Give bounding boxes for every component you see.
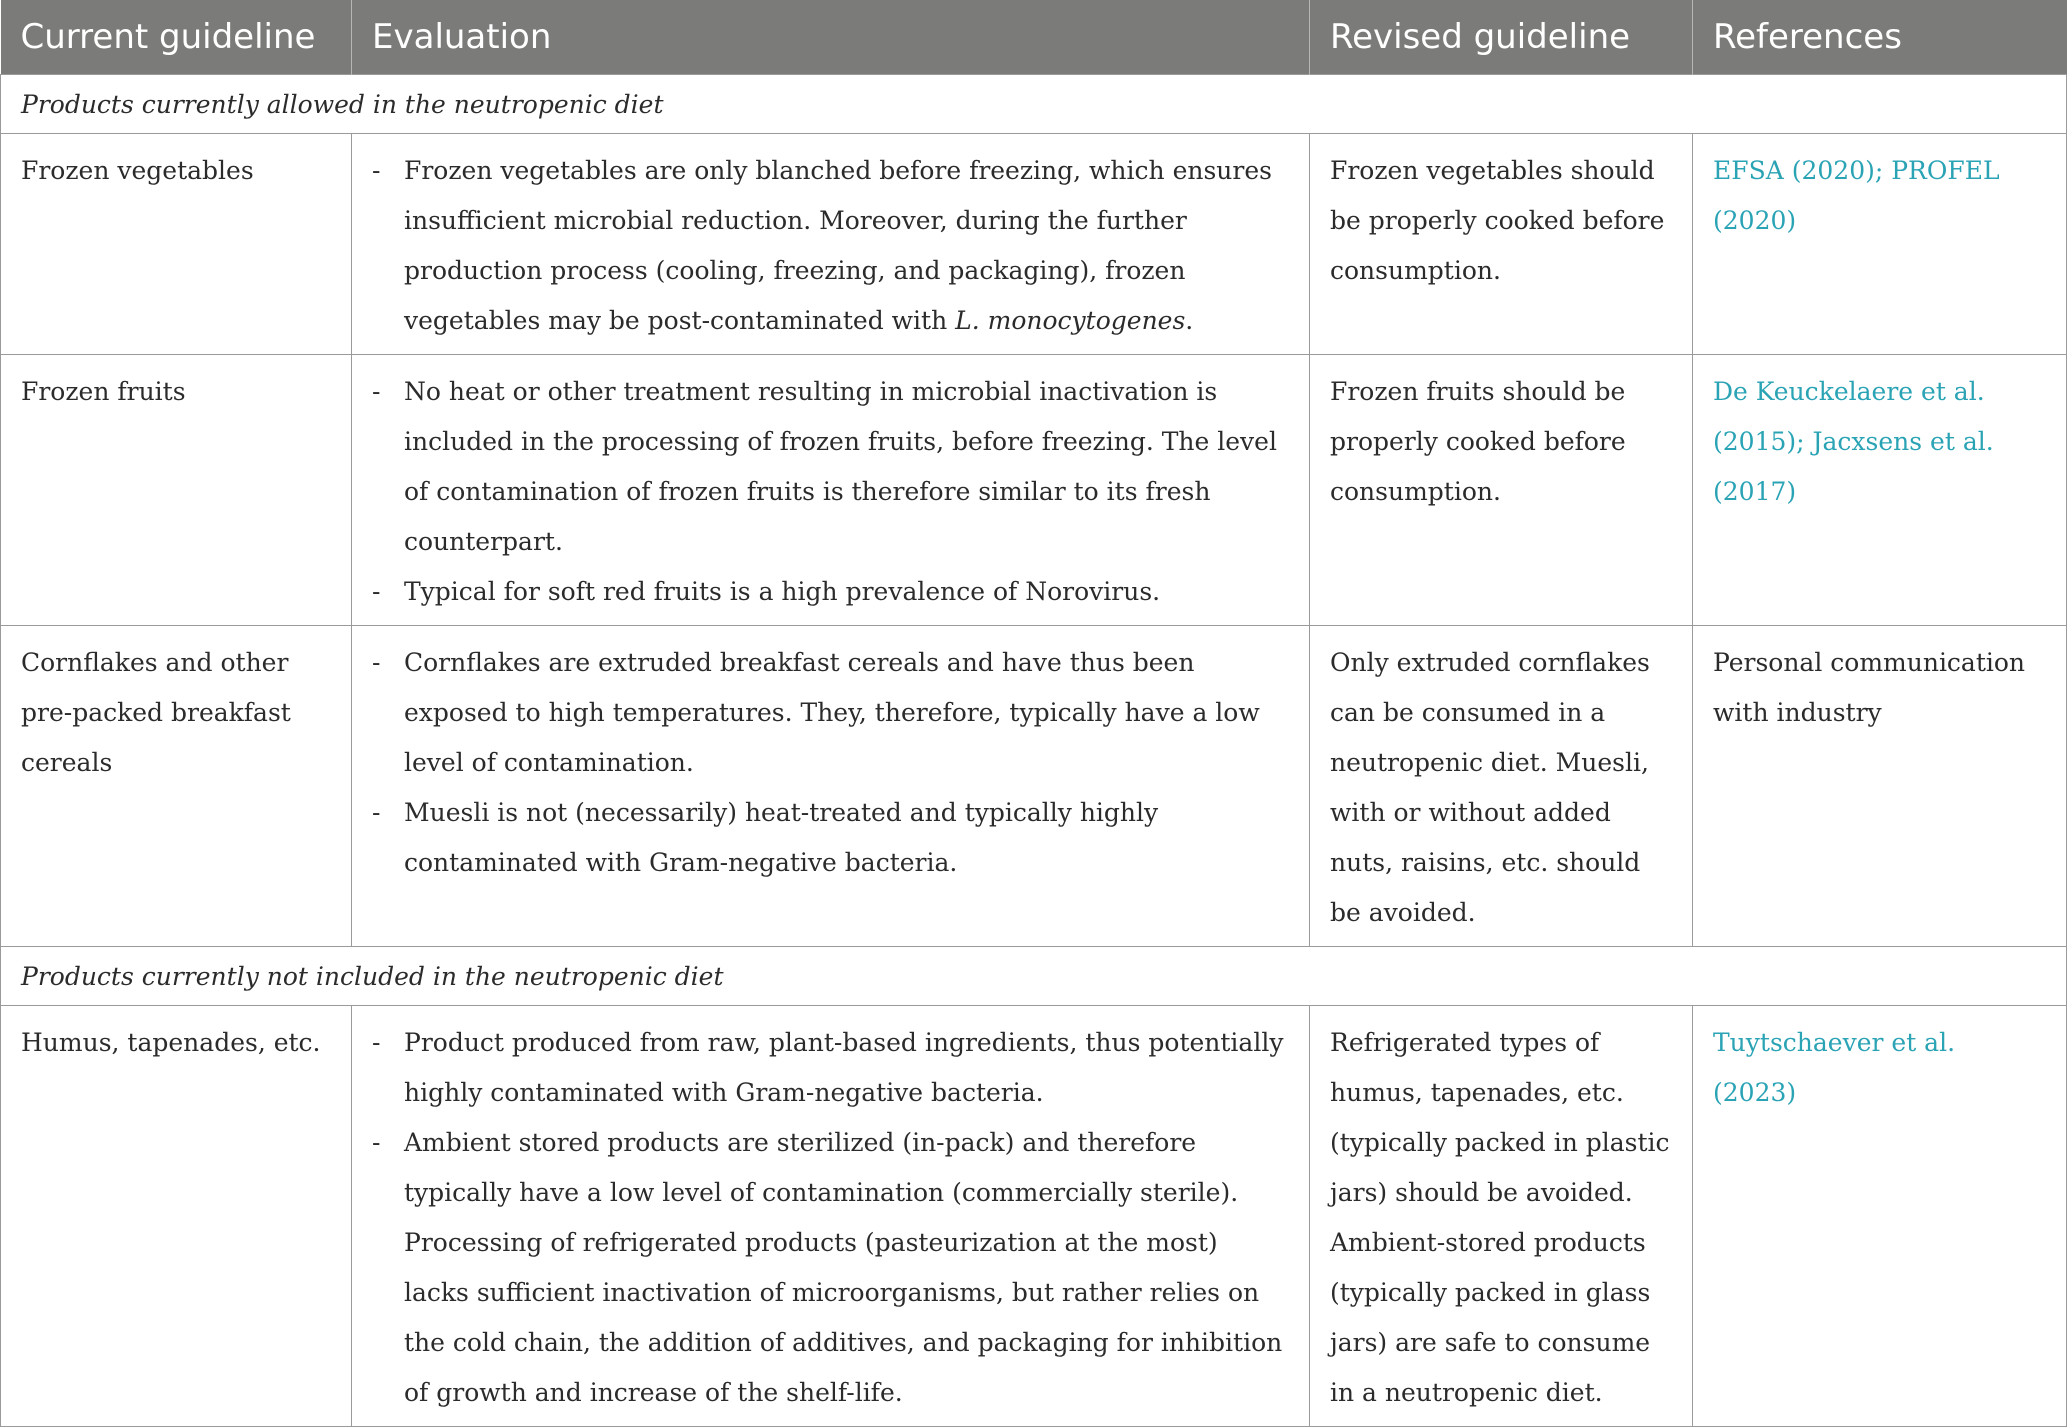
dash-bullet: - [372,377,381,406]
table-body [1,75,2067,1427]
reference-link[interactable]: Tuytschaever et al. (2023) [1713,1028,1956,1107]
references-cell [1693,134,2067,355]
evaluation-text: Muesli is not (necessarily) heat-treated and typically highly contaminated with Gram-negative bacteria. [404,798,1159,877]
organism-name: L. monocytogenes [955,306,1186,335]
section-row [1,75,2067,134]
dash-bullet: - [372,648,381,677]
evaluation-point [372,1118,1289,1418]
table-header [1,0,2067,75]
evaluation-cell [352,626,1310,947]
current-guideline-cell: Cornflakes and other pre-packed breakfast cereals [1,626,352,947]
table-row [1,134,2067,355]
evaluation-point [372,567,1289,617]
evaluation-point [372,367,1289,567]
evaluation-text: No heat or other treatment resulting in microbial inactivation is included in the processing of frozen fruits, before freezing. The level of contamination of frozen fruits is therefore similar to its fresh counterpart. [404,377,1277,556]
revised-guideline-cell: Refrigerated types of humus, tapenades, etc. (typically packed in plastic jars) should be avoided. Ambient-stored products (typically packed in glass jars) are safe to consume in a neutropenic diet. [1310,1006,1693,1427]
revised-guideline-cell: Frozen fruits should be properly cooked before consumption. [1310,355,1693,626]
dash-bullet: - [372,1028,381,1057]
evaluation-list [372,638,1289,888]
current-guideline-cell: Humus, tapenades, etc. [1,1006,352,1427]
evaluation-text: Cornflakes are extruded breakfast cereals and have thus been exposed to high temperatures. They, therefore, typically have a low level of contamination. [404,648,1260,777]
evaluation-cell [352,1006,1310,1427]
evaluation-text: Typical for soft red fruits is a high prevalence of Norovirus. [404,577,1161,606]
dash-bullet: - [372,577,381,606]
header-current-guideline: Current guideline [1,0,352,75]
dash-bullet: - [372,1128,381,1157]
evaluation-text: Frozen vegetables are only blanched before freezing, which ensures insufficient microbial reduction. Moreover, during the further production process (cooling, freezing, and packaging), frozen vegetables may be post-contaminated with [404,156,1272,335]
current-guideline-cell: Frozen fruits [1,355,352,626]
evaluation-list [372,367,1289,617]
section-row [1,947,2067,1006]
evaluation-point [372,638,1289,788]
header-revised-guideline: Revised guideline [1310,0,1693,75]
references-cell [1693,626,2067,947]
current-guideline-cell: Frozen vegetables [1,134,352,355]
revised-guideline-cell: Frozen vegetables should be properly cooked before consumption. [1310,134,1693,355]
evaluation-cell [352,355,1310,626]
evaluation-text: Ambient stored products are sterilized (in-pack) and therefore typically have a low level of contamination (commercially sterile). Processing of refrigerated products (pasteurization at the most) lacks sufficient inactivation of microorganisms, but rather relies on the cold chain, the addition of additives, and packaging for inhibition of growth and increase of the shelf-life. [404,1128,1283,1407]
evaluation-point [372,1018,1289,1118]
dash-bullet: - [372,798,381,827]
evaluation-text: Product produced from raw, plant-based ingredients, thus potentially highly contaminated with Gram-negative bacteria. [404,1028,1284,1107]
revised-guideline-cell: Only extruded cornflakes can be consumed in a neutropenic diet. Muesli, with or without added nuts, raisins, etc. should be avoided. [1310,626,1693,947]
evaluation-text-end: . [1185,306,1194,335]
reference-link[interactable]: De Keuckelaere et al. (2015); Jacxsens et al. (2017) [1713,377,1994,506]
reference-text: Personal communication with industry [1713,648,2026,727]
evaluation-cell [352,134,1310,355]
evaluation-list [372,1018,1289,1418]
evaluation-list [372,146,1289,346]
reference-link[interactable]: EFSA (2020); PROFEL (2020) [1713,156,2000,235]
section-title: Products currently allowed in the neutropenic diet [1,75,2067,134]
header-references: References [1693,0,2067,75]
references-cell [1693,1006,2067,1427]
evaluation-point [372,788,1289,888]
evaluation-point [372,146,1289,346]
table-row [1,626,2067,947]
section-title: Products currently not included in the neutropenic diet [1,947,2067,1006]
references-cell [1693,355,2067,626]
table-row [1,355,2067,626]
table-row [1,1006,2067,1427]
dash-bullet: - [372,156,381,185]
header-evaluation: Evaluation [352,0,1310,75]
